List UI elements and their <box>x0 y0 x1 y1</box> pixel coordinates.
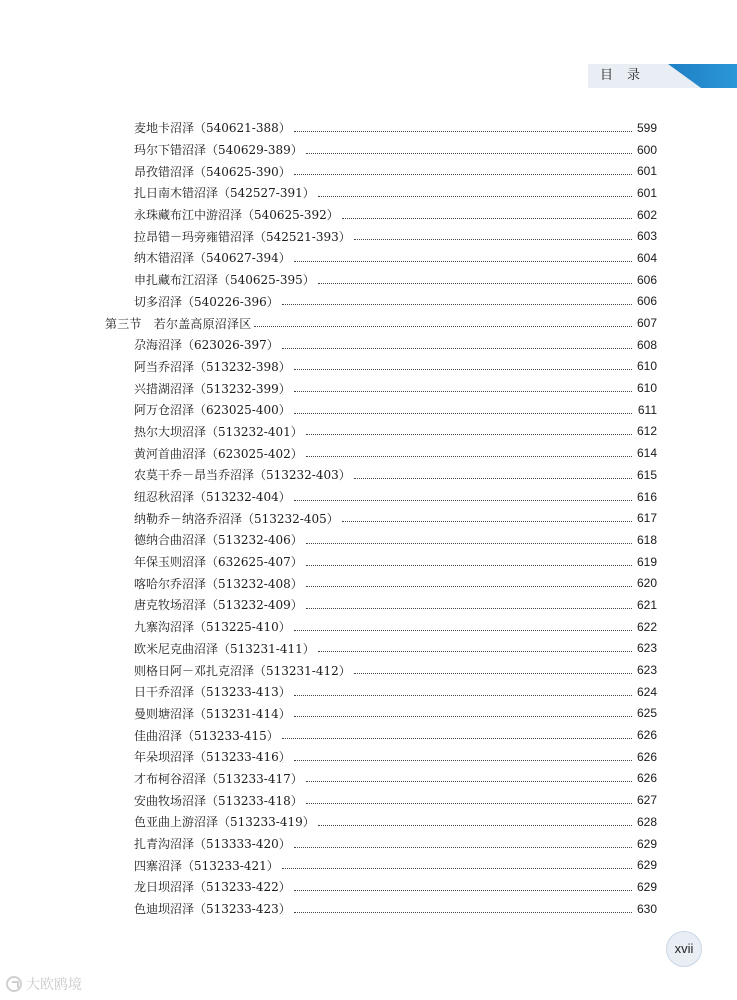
dot-leader <box>318 650 632 652</box>
toc-entry[interactable] <box>105 507 657 529</box>
dot-leader <box>282 303 632 305</box>
dot-leader <box>294 260 632 262</box>
dot-leader <box>294 759 632 761</box>
toc-entry[interactable] <box>105 117 657 139</box>
dot-leader <box>282 737 632 739</box>
toc-entry[interactable] <box>105 486 657 508</box>
toc-entry[interactable] <box>105 529 657 551</box>
dot-leader <box>354 672 632 674</box>
toc-entry[interactable] <box>105 139 657 161</box>
toc-entry-title: 阿当乔沼泽（513232-398） <box>134 359 291 374</box>
watermark-text: 大欧鸥境 <box>26 977 82 993</box>
toc-entry[interactable] <box>105 789 657 811</box>
dot-leader <box>294 412 632 414</box>
dot-leader <box>294 173 632 175</box>
toc-entry[interactable] <box>105 572 657 594</box>
dot-leader <box>294 889 632 891</box>
toc-entry-title: 纽忍秋沼泽（513232-404） <box>134 490 291 505</box>
toc-entry[interactable] <box>105 594 657 616</box>
toc-entry-title: 永珠藏布江中游沼泽（540625-392） <box>134 208 339 223</box>
dot-leader <box>306 433 632 435</box>
toc-entry-title: 昂孜错沼泽（540625-390） <box>134 164 291 179</box>
toc-page-number: 624 <box>636 684 657 699</box>
toc-page-number: 625 <box>636 706 657 721</box>
toc-entry[interactable] <box>105 464 657 486</box>
dot-leader <box>294 130 632 132</box>
dot-leader <box>294 390 632 392</box>
toc-page-number: 622 <box>636 619 657 634</box>
toc-entry[interactable] <box>105 421 657 443</box>
dot-leader <box>294 911 632 913</box>
dot-leader <box>306 542 632 544</box>
toc-page-number: 607 <box>636 316 657 331</box>
toc-entry[interactable] <box>105 898 657 920</box>
toc-entry[interactable] <box>105 334 657 356</box>
dot-leader <box>318 195 632 197</box>
toc-page-number: 616 <box>636 489 657 504</box>
toc-entry[interactable] <box>105 160 657 182</box>
dot-leader <box>318 282 632 284</box>
dot-leader <box>354 477 632 479</box>
toc-entry[interactable] <box>105 442 657 464</box>
dot-leader <box>318 824 632 826</box>
dot-leader <box>306 564 632 566</box>
toc-entry-title: 德纳合曲沼泽（513232-406） <box>134 533 303 548</box>
toc-entry[interactable] <box>105 225 657 247</box>
toc-page-number: 626 <box>636 771 657 786</box>
toc-entry-title: 尕海沼泽（623026-397） <box>134 338 279 353</box>
toc-entry[interactable] <box>105 768 657 790</box>
page-number-label: xvii <box>674 941 694 956</box>
dot-leader <box>254 325 632 327</box>
toc-entry-title: 阿万仓沼泽（623025-400） <box>134 403 291 418</box>
toc-page-number: 608 <box>636 337 657 352</box>
dot-leader <box>294 499 632 501</box>
toc-entry[interactable] <box>105 833 657 855</box>
toc-entry[interactable] <box>105 746 657 768</box>
toc-page-number: 611 <box>637 402 657 417</box>
toc-entry-title: 申扎藏布江沼泽（540625-395） <box>134 273 315 288</box>
toc-page-number: 615 <box>636 467 657 482</box>
toc-page-number: 617 <box>636 511 657 526</box>
toc-page-number: 606 <box>636 272 657 287</box>
toc-entry[interactable] <box>105 724 657 746</box>
dot-leader <box>294 846 632 848</box>
watermark <box>6 974 96 994</box>
toc-entry[interactable] <box>105 638 657 660</box>
toc-page-number: 623 <box>636 641 657 656</box>
toc-entry[interactable] <box>105 399 657 421</box>
toc-entry-title: 喀哈尔乔沼泽（513232-408） <box>134 576 303 591</box>
dot-leader <box>306 607 632 609</box>
toc-entry-title: 九寨沟沼泽（513225-410） <box>134 620 291 635</box>
toc-entry[interactable] <box>105 269 657 291</box>
dot-leader <box>306 585 632 587</box>
toc-page-number: 601 <box>636 164 657 179</box>
table-of-contents <box>105 117 657 919</box>
toc-page-number: 618 <box>636 532 657 547</box>
toc-entry[interactable] <box>105 876 657 898</box>
dot-leader <box>306 780 632 782</box>
toc-entry[interactable] <box>105 659 657 681</box>
toc-entry[interactable] <box>105 811 657 833</box>
dot-leader <box>306 455 632 457</box>
toc-entry-title: 拉昂错－玛旁雍错沼泽（542521-393） <box>134 229 351 244</box>
toc-entry-title: 色亚曲上游沼泽（513233-419） <box>134 815 315 830</box>
toc-entry-title: 农莫干乔－昂当乔沼泽（513232-403） <box>134 468 351 483</box>
toc-entry-title: 欧米尼克曲沼泽（513231-411） <box>134 641 315 656</box>
toc-page-number: 599 <box>636 120 657 135</box>
watermark-logo-icon <box>6 976 22 992</box>
toc-entry-title: 扎日南木错沼泽（542527-391） <box>134 186 315 201</box>
toc-entry-title: 纳木错沼泽（540627-394） <box>134 251 291 266</box>
dot-leader <box>306 152 632 154</box>
toc-page-number: 603 <box>636 229 657 244</box>
toc-page-number: 620 <box>636 576 657 591</box>
toc-page-number: 627 <box>636 793 657 808</box>
toc-entry-title: 唐克牧场沼泽（513232-409） <box>134 598 303 613</box>
toc-entry-title: 则格日阿－邓扎克沼泽（513231-412） <box>134 663 351 678</box>
toc-entry-title: 年朵坝沼泽（513233-416） <box>134 750 291 765</box>
toc-page-number: 626 <box>636 728 657 743</box>
dot-leader <box>282 867 632 869</box>
dot-leader <box>354 238 632 240</box>
page-title: 目录 <box>600 68 655 83</box>
toc-entry[interactable] <box>105 182 657 204</box>
toc-page-number: 604 <box>636 250 657 265</box>
toc-page-number: 619 <box>636 554 657 569</box>
toc-page-number: 628 <box>636 814 657 829</box>
toc-page-number: 629 <box>636 858 657 873</box>
toc-entry-title: 兴措湖沼泽（513232-399） <box>134 381 291 396</box>
toc-section-heading[interactable] <box>105 312 657 334</box>
toc-entry-title: 安曲牧场沼泽（513233-418） <box>134 793 303 808</box>
toc-entry[interactable] <box>105 356 657 378</box>
toc-page-number: 600 <box>636 142 657 157</box>
toc-entry-title: 色迪坝沼泽（513233-423） <box>134 902 291 917</box>
toc-entry-title: 麦地卡沼泽（540621-388） <box>134 121 291 136</box>
toc-entry-title: 纳勒乔－纳洛乔沼泽（513232-405） <box>134 511 339 526</box>
toc-page-number: 630 <box>636 901 657 916</box>
toc-page-number: 606 <box>636 294 657 309</box>
dot-leader <box>342 217 632 219</box>
dot-leader <box>294 715 632 717</box>
toc-entry[interactable] <box>105 703 657 725</box>
toc-page-number: 612 <box>636 424 657 439</box>
toc-page-number: 614 <box>636 446 657 461</box>
toc-entry-title: 佳曲沼泽（513233-415） <box>134 728 279 743</box>
toc-entry[interactable] <box>105 616 657 638</box>
toc-entry-title: 切多沼泽（540226-396） <box>134 294 279 309</box>
toc-page-number: 626 <box>636 749 657 764</box>
toc-entry-title: 龙日坝沼泽（513233-422） <box>134 880 291 895</box>
toc-entry[interactable] <box>105 247 657 269</box>
toc-page-number: 629 <box>636 879 657 894</box>
dot-leader <box>342 520 632 522</box>
toc-entry-title: 玛尔下错沼泽（540629-389） <box>134 143 303 158</box>
toc-page-number: 610 <box>636 381 657 396</box>
toc-entry-title: 年保玉则沼泽（632625-407） <box>134 555 303 570</box>
toc-entry-title: 才布柯谷沼泽（513233-417） <box>134 771 303 786</box>
toc-page-number: 601 <box>636 185 657 200</box>
toc-entry[interactable] <box>105 681 657 703</box>
dot-leader <box>306 802 632 804</box>
toc-entry-title: 第三节 若尔盖高原沼泽区 <box>105 316 252 331</box>
dot-leader <box>294 629 632 631</box>
toc-entry-title: 扎青沟沼泽（513333-420） <box>134 837 291 852</box>
toc-page-number: 629 <box>636 836 657 851</box>
dot-leader <box>282 347 632 349</box>
toc-page-number: 610 <box>636 359 657 374</box>
toc-entry[interactable] <box>105 377 657 399</box>
dot-leader <box>294 368 632 370</box>
toc-entry[interactable] <box>105 854 657 876</box>
toc-entry-title: 热尔大坝沼泽（513232-401） <box>134 424 303 439</box>
toc-page-number: 623 <box>636 663 657 678</box>
toc-entry-title: 四寨沼泽（513233-421） <box>134 858 279 873</box>
toc-entry-title: 黄河首曲沼泽（623025-402） <box>134 446 303 461</box>
dot-leader <box>294 694 632 696</box>
toc-entry[interactable] <box>105 204 657 226</box>
toc-entry-title: 日干乔沼泽（513233-413） <box>134 685 291 700</box>
toc-page-number: 621 <box>636 597 657 612</box>
toc-entry-title: 曼则塘沼泽（513231-414） <box>134 706 291 721</box>
toc-entry[interactable] <box>105 551 657 573</box>
toc-page-number: 602 <box>636 207 657 222</box>
toc-entry[interactable] <box>105 291 657 313</box>
